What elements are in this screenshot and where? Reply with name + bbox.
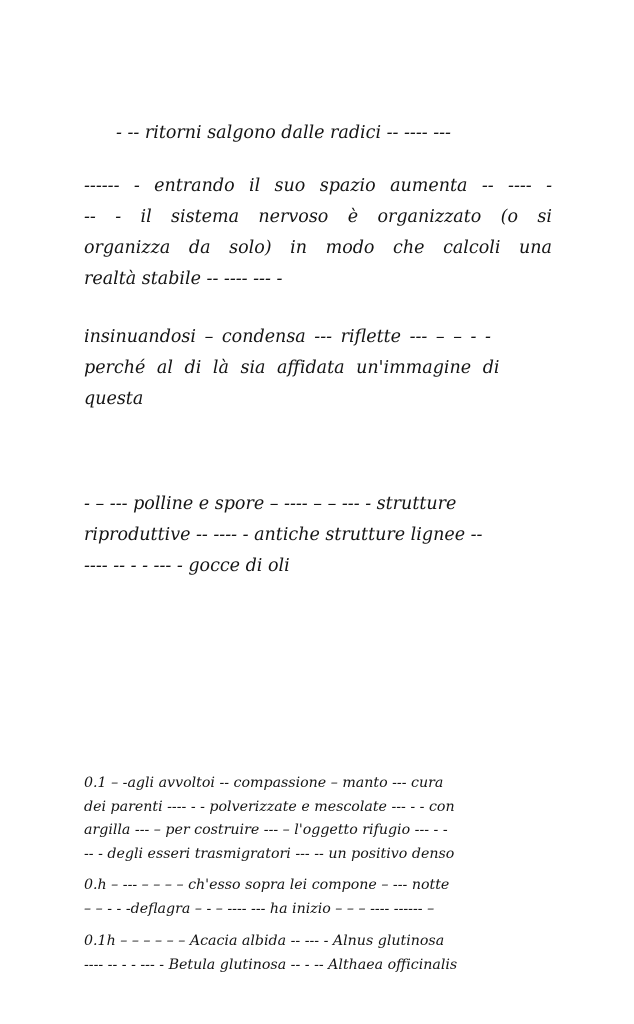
text-line: - -- ritorni salgono dalle radici -- ---- --- xyxy=(116,123,451,143)
note-line: 0.h – --- – – – – ch'esso sopra lei compone – --- notte xyxy=(84,877,450,893)
text-line: -- - il sistema nervoso è organizzato (o si xyxy=(84,207,552,227)
footnote-0-1h xyxy=(84,930,550,977)
text-line: questa xyxy=(84,389,144,409)
note-line: 0.1 – -agli avvoltoi -- compassione – manto --- cura xyxy=(84,775,444,791)
note-line: 0.1h – – – – – – Acacia albida -- --- - Alnus glutinosa xyxy=(84,933,445,949)
paragraph-pollen xyxy=(84,489,552,582)
text-line: ---- -- - - --- - gocce di oli xyxy=(84,556,290,576)
paragraph-roots xyxy=(116,118,536,149)
note-line: – – - - -deflagra – - – ---- --- ha inizio – – – ---- ------ – xyxy=(84,900,435,917)
note-line: ---- -- - - --- - Betula glutinosa -- - -- Althaea officinalis xyxy=(84,956,458,973)
footnote-0-1 xyxy=(84,772,550,866)
text-line: ------ - entrando il suo spazio aumenta -- ---- - xyxy=(84,176,552,196)
text-line: riproduttive -- ---- - antiche strutture lignee -- xyxy=(84,525,483,545)
text-line: perché al di là sia affidata un'immagine di xyxy=(84,358,500,378)
text-line: insinuandosi – condensa --- riflette --- – – - - xyxy=(84,327,491,347)
text-line: organizza da solo) in modo che calcoli una xyxy=(84,238,552,258)
paragraph-condensation xyxy=(84,322,552,415)
text-line: - – --- polline e spore – ---- – – --- - strutture xyxy=(84,494,457,514)
text-line: realtà stabile -- ---- --- - xyxy=(84,269,283,289)
note-line: dei parenti ---- - - polverizzate e mescolate --- - - con xyxy=(84,798,455,815)
paragraph-nervous-system xyxy=(84,171,552,295)
note-line: argilla --- – per costruire --- – l'oggetto rifugio --- - - xyxy=(84,822,448,838)
footnote-0-h xyxy=(84,874,550,921)
note-line: -- - degli esseri trasmigratori --- -- un positivo denso xyxy=(84,845,455,862)
